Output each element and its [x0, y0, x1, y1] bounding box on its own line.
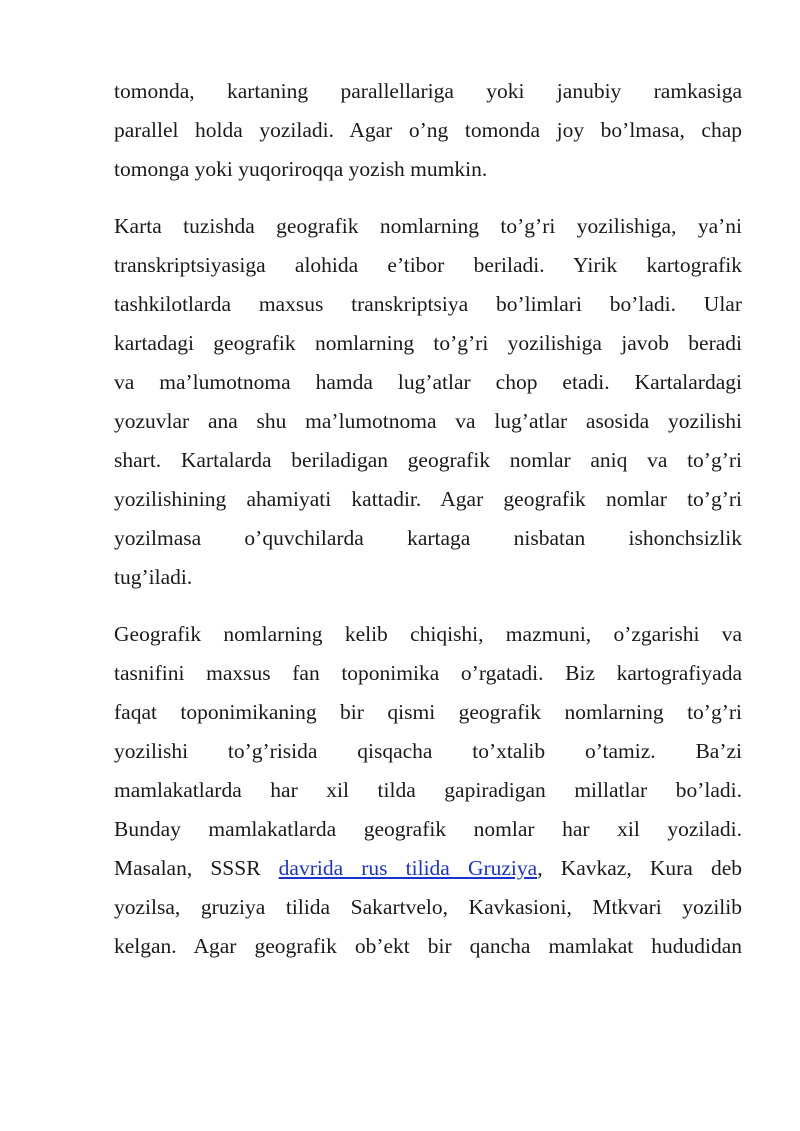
text-line: tug’iladi. — [114, 565, 193, 589]
text-line: kartadagi geografik nomlarning to’g’ri yozilishiga javob beradi — [114, 331, 742, 355]
text-line: va ma’lumotnoma hamda lug’atlar chop etadi. Kartalardagi — [114, 370, 742, 394]
text-line: yozilishi to’g’risida qisqacha to’xtalib o’tamiz. Ba’zi — [114, 739, 742, 763]
paragraph-1 — [114, 72, 742, 189]
text-line: tashkilotlarda maxsus transkriptsiya bo’limlari bo’ladi. Ular — [114, 292, 742, 316]
document-body — [114, 72, 742, 984]
text-line: yozilmasa o’quvchilarda kartaga nisbatan ishonchsizlik — [114, 526, 742, 550]
text-line: yozuvlar ana shu ma’lumotnoma va lug’atlar asosida yozilishi — [114, 409, 742, 433]
text-line: Karta tuzishda geografik nomlarning to’g’ri yozilishiga, ya’ni — [114, 214, 742, 238]
paragraph-3 — [114, 615, 742, 966]
inline-link[interactable]: davrida rus tilida Gruziya — [278, 856, 538, 880]
text-before-link: Masalan, SSSR — [114, 856, 279, 880]
text-line: mamlakatlarda har xil tilda gapiradigan millatlar bo’ladi. — [114, 778, 742, 802]
text-line: transkriptsiyasiga alohida e’tibor beriladi. Yirik kartografik — [114, 253, 742, 277]
paragraph-2 — [114, 207, 742, 597]
text-line: tomonga yoki yuqoriroqqa yozish mumkin. — [114, 157, 488, 181]
text-after-link: , Kavkaz, Kura deb — [537, 856, 742, 880]
text-line: parallel holda yoziladi. Agar o’ng tomonda joy bo’lmasa, chap — [114, 118, 742, 142]
text-line: tasnifini maxsus fan toponimika o’rgatadi. Biz kartografiyada — [114, 661, 742, 685]
text-line: Bunday mamlakatlarda geografik nomlar har xil yoziladi. — [114, 817, 742, 841]
text-line: kelgan. Agar geografik ob’ekt bir qancha mamlakat hududidan — [114, 934, 742, 958]
text-line: tomonda, kartaning parallellariga yoki janubiy ramkasiga — [114, 79, 742, 103]
text-line: Geografik nomlarning kelib chiqishi, mazmuni, o’zgarishi va — [114, 622, 742, 646]
text-line: faqat toponimikaning bir qismi geografik nomlarning to’g’ri — [114, 700, 742, 724]
text-line: yozilsa, gruziya tilida Sakartvelo, Kavkasioni, Mtkvari yozilib — [114, 895, 742, 919]
text-line-with-link — [114, 849, 742, 888]
text-line: yozilishining ahamiyati kattadir. Agar geografik nomlar to’g’ri — [114, 487, 742, 511]
text-line: shart. Kartalarda beriladigan geografik nomlar aniq va to’g’ri — [114, 448, 742, 472]
